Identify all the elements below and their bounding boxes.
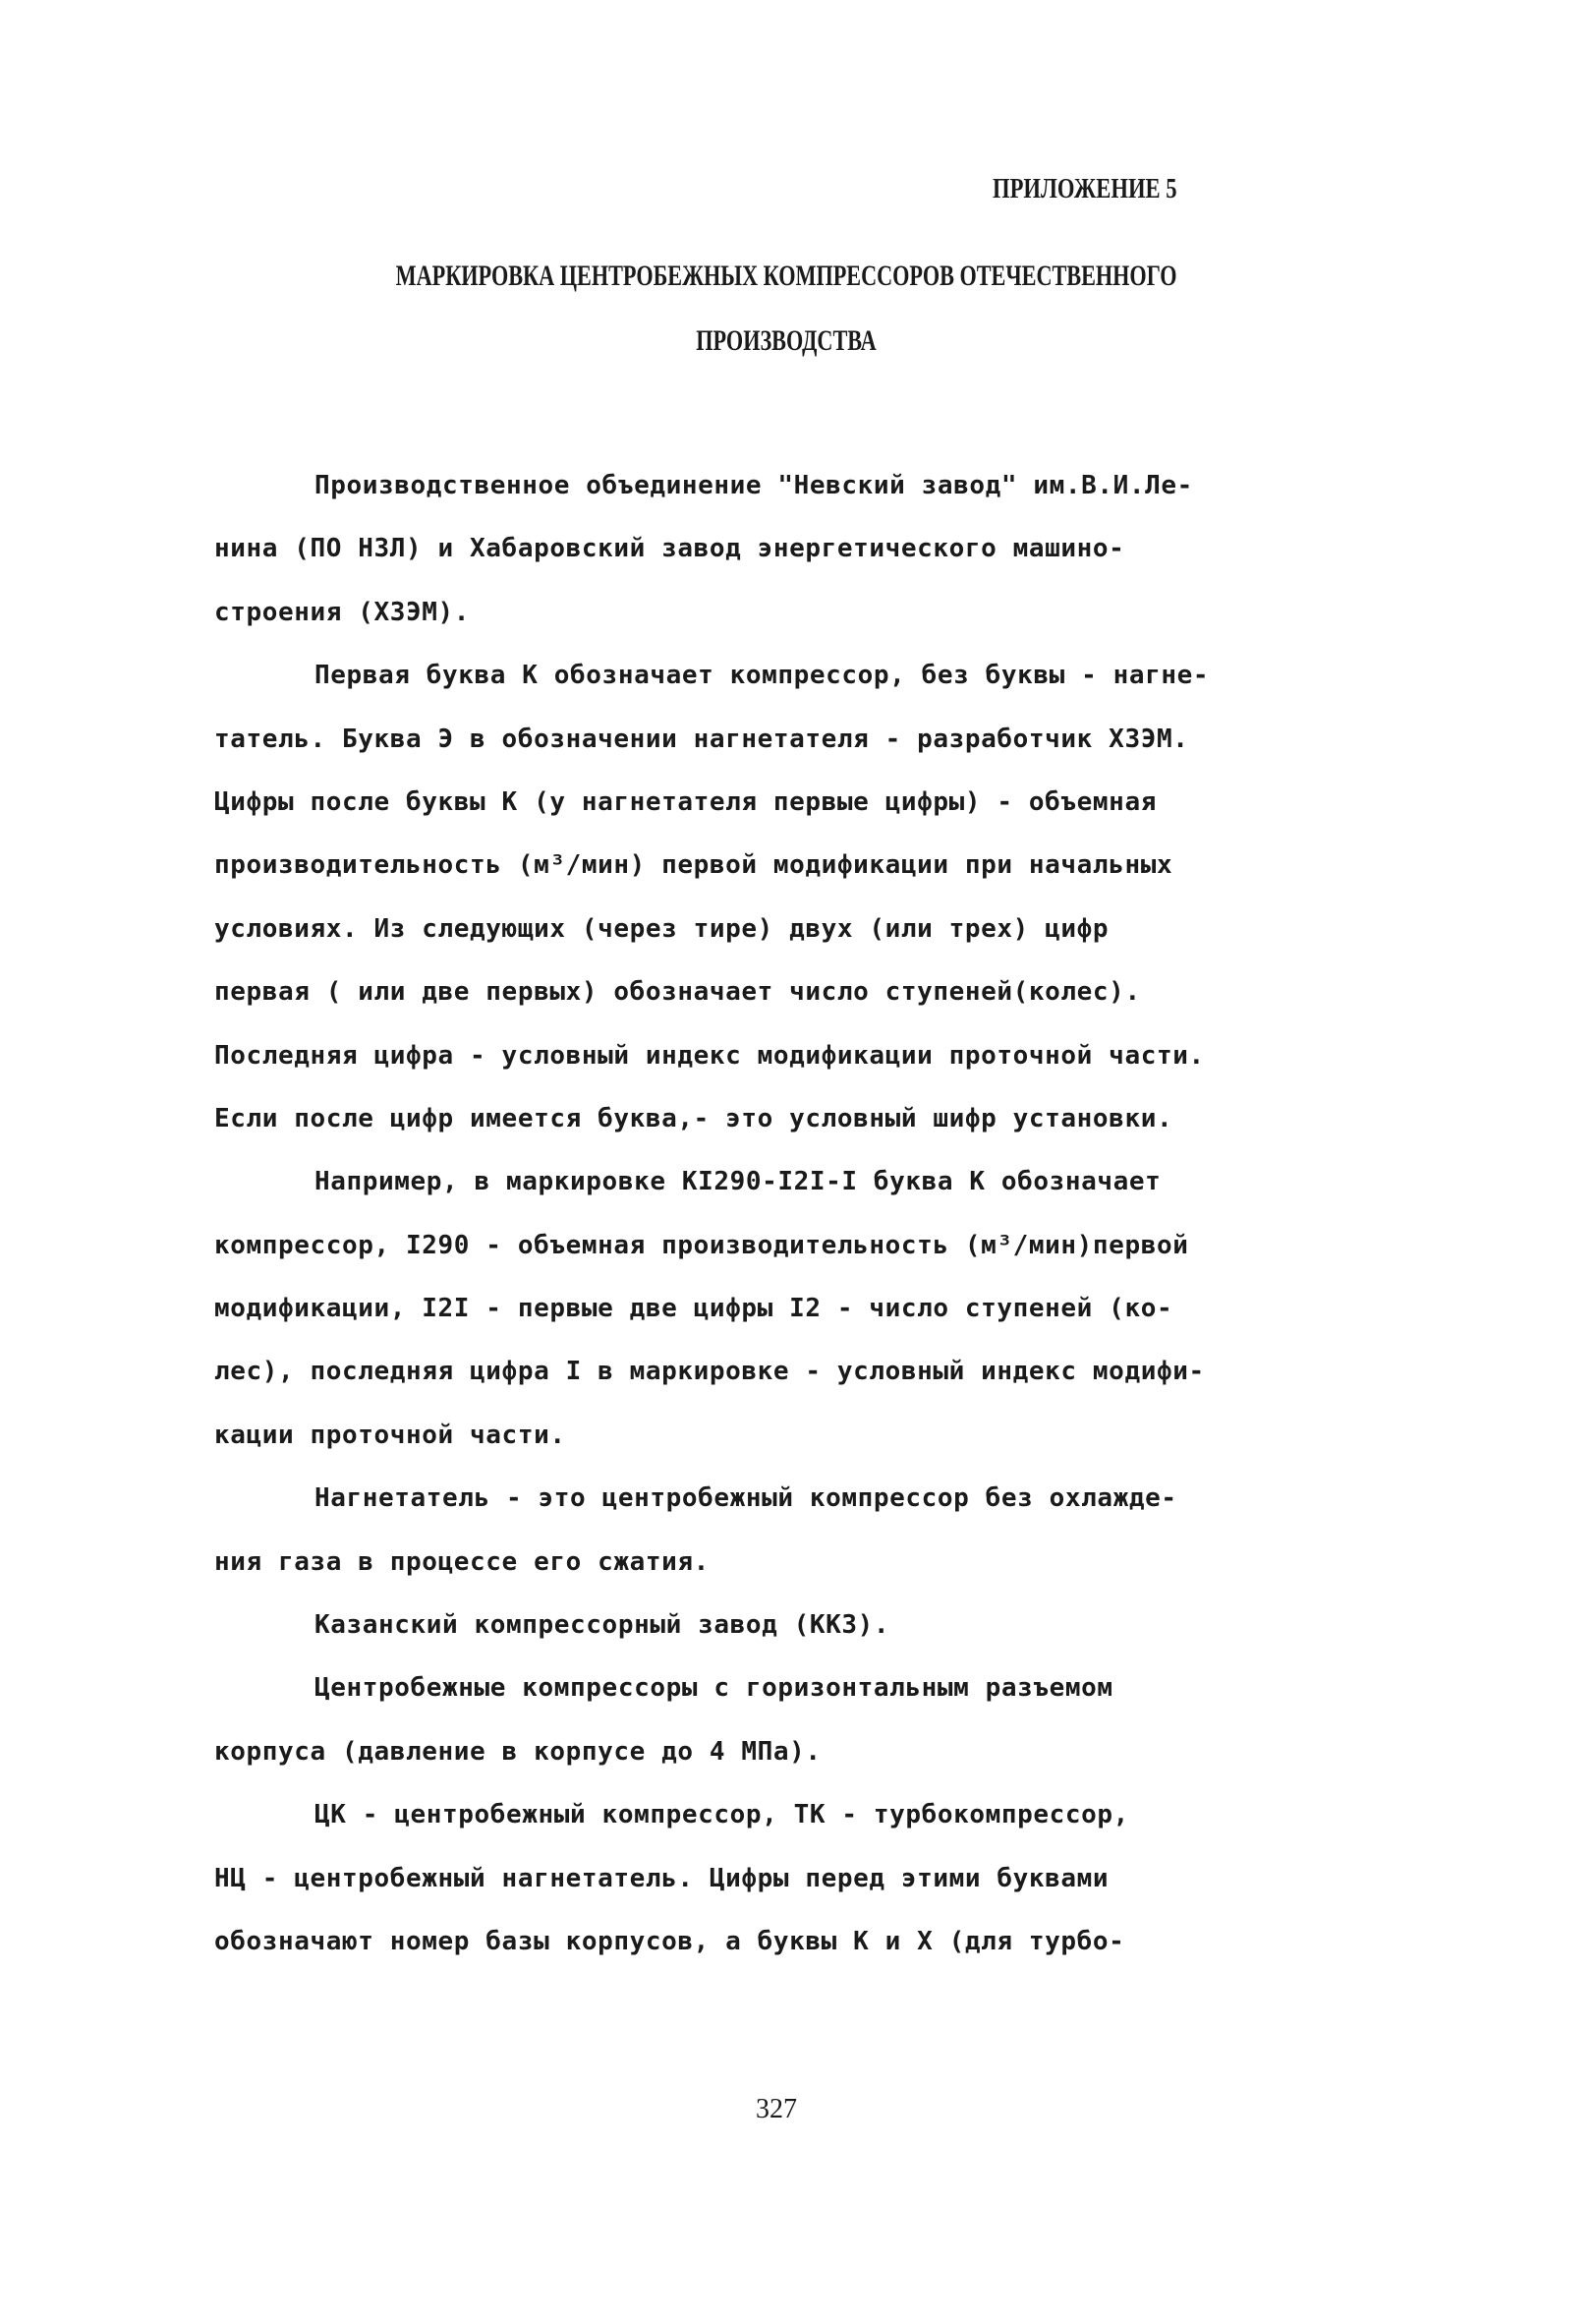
text-line: Первая буква К обозначает компрессор, без буквы - нагне-: [314, 661, 1210, 691]
appendix-label: ПРИЛОЖЕНИЕ 5: [993, 173, 1177, 204]
text-line: татель. Буква Э в обозначении нагнетателя - разработчик ХЗЭМ.: [214, 724, 1189, 754]
text-line: Цифры после буквы К (у нагнетателя первые цифры) - объемная: [214, 786, 1157, 817]
text-line: Если после цифр имеется буква,- это условный шифр установки.: [214, 1103, 1173, 1133]
text-line: ния газа в процессе его сжатия.: [214, 1546, 710, 1577]
text-line: условиях. Из следующих (через тире) двух (или трех) цифр: [214, 913, 1110, 944]
text-line: Например, в маркировке КI290-I2I-I буква К обозначает: [314, 1167, 1162, 1197]
text-line: корпуса (давление в корпусе до 4 МПа).: [214, 1736, 822, 1767]
text-line: первая ( или две первых) обозначает число ступеней(колес).: [214, 977, 1141, 1008]
text-line: кации проточной части.: [214, 1420, 566, 1450]
text-line: строения (ХЗЭМ).: [214, 597, 471, 627]
text-line: Нагнетатель - это центробежный компрессор без охлажде-: [314, 1483, 1177, 1514]
title-line: МАРКИРОВКА ЦЕНТРОБЕЖНЫХ КОМПРЕССОРОВ ОТЕЧЕСТВЕННОГО: [395, 260, 1177, 292]
text-line: Производственное объединение "Невский завод" им.В.И.Ле-: [314, 471, 1193, 500]
text-line: лес), последняя цифра I в маркировке - условный индекс модифи-: [214, 1357, 1205, 1387]
text-line: компрессор, I290 - объемная производительность (м³/мин)первой: [214, 1230, 1189, 1260]
text-line: обозначают номер базы корпусов, а буквы К и Х (для турбо-: [214, 1926, 1125, 1956]
text-line: нина (ПО НЗЛ) и Хабаровский завод энергетического машино-: [214, 534, 1125, 564]
text-line: модификации, I2I - первые две цифры I2 - число ступеней (ко-: [214, 1294, 1173, 1324]
body-text: [214, 454, 1423, 1973]
text-line: Последняя цифра - условный индекс модификации проточной части.: [214, 1040, 1205, 1071]
title-line: ПРОИЗВОДСТВА: [696, 324, 877, 357]
page-number: 327: [756, 2094, 797, 2124]
text-line: ЦК - центробежный компрессор, ТК - турбокомпрессор,: [314, 1800, 1129, 1830]
document-title: [147, 244, 1425, 374]
text-line: производительность (м³/мин) первой модификации при начальных: [214, 850, 1173, 881]
text-line: НЦ - центробежный нагнетатель. Цифры перед этими буквами: [214, 1863, 1110, 1893]
text-line: Казанский компрессорный завод (ККЗ).: [314, 1610, 890, 1641]
text-line: Центробежные компрессоры с горизонтальным разъемом: [314, 1673, 1113, 1704]
